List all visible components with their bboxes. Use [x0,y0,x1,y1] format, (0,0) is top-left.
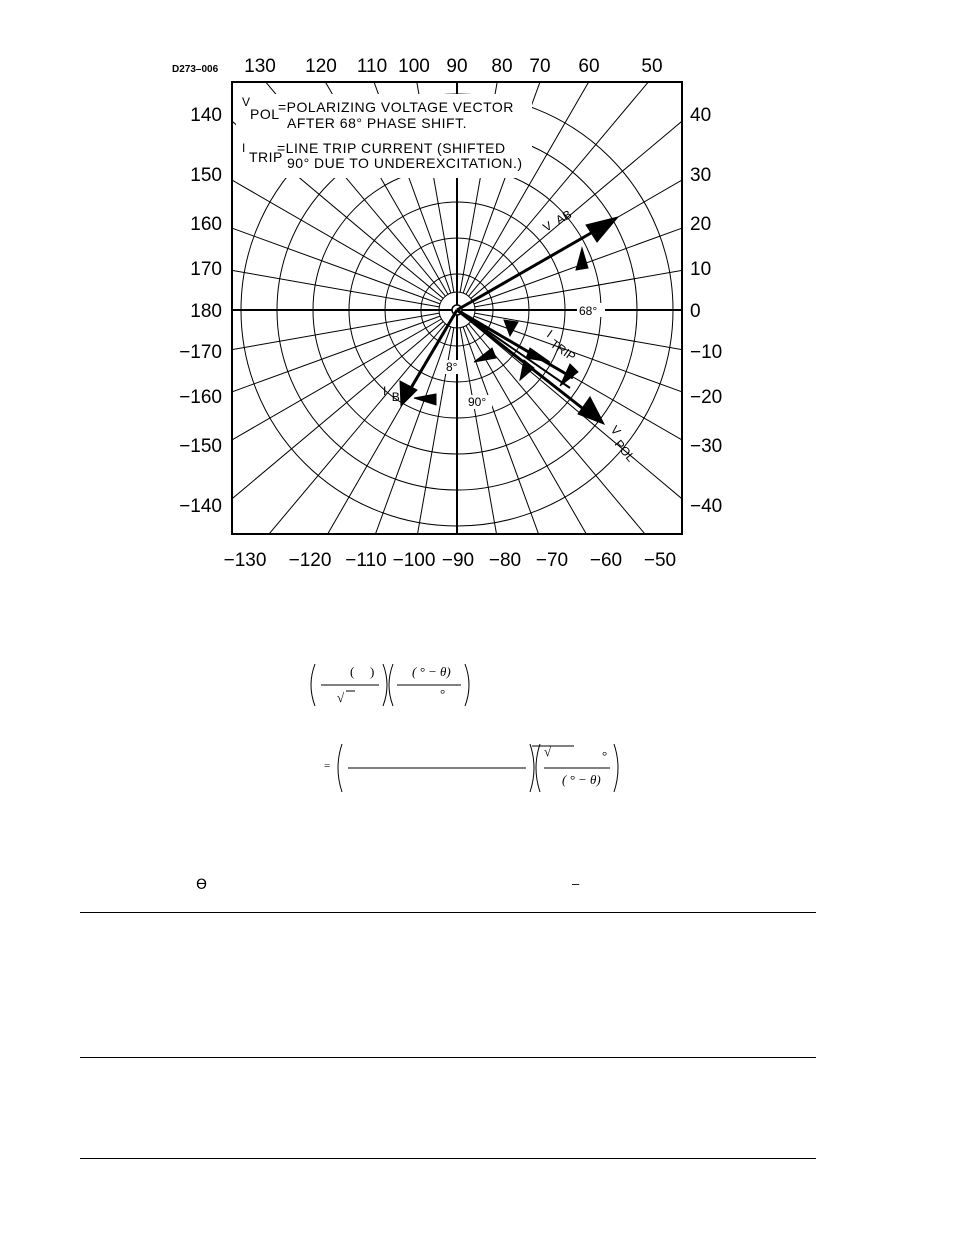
right-label: −30 [690,436,723,457]
bottom-label: −120 [288,550,332,571]
note-vpol-line1: =POLARIZING VOLTAGE VECTOR [278,99,514,115]
eq1-sqrt: √ [337,690,345,705]
grid-radial-line [63,241,439,307]
left-label: 140 [190,105,222,126]
left-label: −150 [179,436,222,457]
left-label: −140 [179,496,222,517]
left-label: 150 [190,165,222,186]
vpol-arrowhead [578,397,604,424]
grid-radial-line [81,173,440,304]
right-label: −20 [690,387,723,408]
eq2-sqrt: √ [544,744,552,759]
angle-68-label: 68° [579,304,598,318]
top-label: 110 [356,56,388,77]
bottom-label: −110 [345,550,387,571]
arc-arrow-marker [414,394,436,405]
note-vpol-symbol: V [242,95,251,109]
ib-label-symbol: I [383,384,387,398]
arc-arrow-marker [474,348,496,362]
top-label: 80 [491,56,513,77]
grid-radial-line [466,326,657,657]
note-itrip-symbol: I [242,141,246,155]
vpol-label-symbol: V [607,422,624,439]
grid-radial-line [81,316,440,447]
top-label: 60 [578,56,600,77]
grid-radial-line [469,324,715,617]
eq1-degree: ° [440,686,446,701]
bottom-label: −90 [441,550,475,571]
right-label: −10 [690,342,723,363]
note-itrip-line2: 90° DUE TO UNDEREXCITATION.) [287,155,523,171]
right-label: 10 [690,259,712,280]
minus-sign: – [572,876,580,891]
grid-radial-line [320,327,451,686]
top-label: 130 [244,56,276,77]
eq1-brackets [305,660,480,710]
vab-label-sub: AB [553,207,575,228]
grid-radial-line [474,173,833,304]
right-label: 40 [690,105,712,126]
note-itrip-line1: =LINE TRIP CURRENT (SHIFTED [277,140,506,156]
ib-label [383,384,400,404]
vab-label [541,207,575,234]
bottom-label: −80 [488,550,522,571]
arc-arrow-marker [520,360,534,380]
bottom-label: −130 [223,550,267,571]
left-label: 160 [190,214,222,235]
right-label: 30 [690,165,712,186]
eq2-equals: = [324,760,331,772]
right-label: 0 [690,301,701,322]
bottom-label: −70 [535,550,569,571]
grid-radial-line [111,319,442,510]
left-label: −160 [179,387,222,408]
right-angle-labels [690,105,722,517]
bottom-label: −60 [589,550,623,571]
top-label: 90 [446,56,468,77]
eq1-paren-close: ) [370,664,375,679]
eq2-denominator: ( ° − θ) [562,772,601,787]
arc-arrow-marker [576,248,588,270]
angle-90-label: 90° [468,395,487,409]
divider-line-1 [80,912,816,913]
grid-radial-line [463,327,594,686]
divider-line-2 [80,1057,816,1058]
eq1-paren-open: ( [350,664,355,679]
bottom-label: −100 [392,550,436,571]
figure-code: D273–006 [172,64,219,75]
left-angle-labels [179,105,222,517]
eq2-degree: ° [602,748,608,763]
grid-radial-line [63,313,439,379]
itrip-label-sub: TRIP [547,336,579,364]
grid-radial-line [475,241,851,307]
note-vpol-sub: POL [250,106,280,122]
top-label: 50 [641,56,663,77]
itrip-label [541,327,582,364]
note-itrip-sub: TRIP [249,149,283,165]
vpol-label-sub: POL [611,437,638,465]
top-label: 100 [398,56,430,77]
bottom-angle-labels [224,550,677,571]
vab-arrowhead [586,217,618,242]
top-label: 70 [529,56,551,77]
eq1-numerator: ( ° − θ) [412,664,451,679]
right-label: 20 [690,214,712,235]
bottom-label: −50 [643,550,677,571]
note-vpol-line2: AFTER 68° PHASE SHIFT. [287,115,467,131]
itrip-label-symbol: I [544,326,556,341]
top-label: 120 [305,56,337,77]
right-label: −40 [690,496,723,517]
arc-arrow-marker [560,364,578,386]
grid-radial-line [200,324,446,617]
left-label: 170 [190,259,222,280]
divider-line-3 [80,1158,816,1159]
vab-label-symbol: V [540,218,555,235]
left-label: −170 [179,342,222,363]
grid-radial-line [388,328,454,704]
theta-symbol: ϴ [196,877,208,893]
angle-8-label: 8° [446,360,458,374]
grid-radial-line [474,316,833,447]
top-angle-labels [244,56,662,77]
ib-label-sub: B [391,390,400,404]
grid-radial-line [460,328,526,704]
left-label: 180 [190,301,222,322]
